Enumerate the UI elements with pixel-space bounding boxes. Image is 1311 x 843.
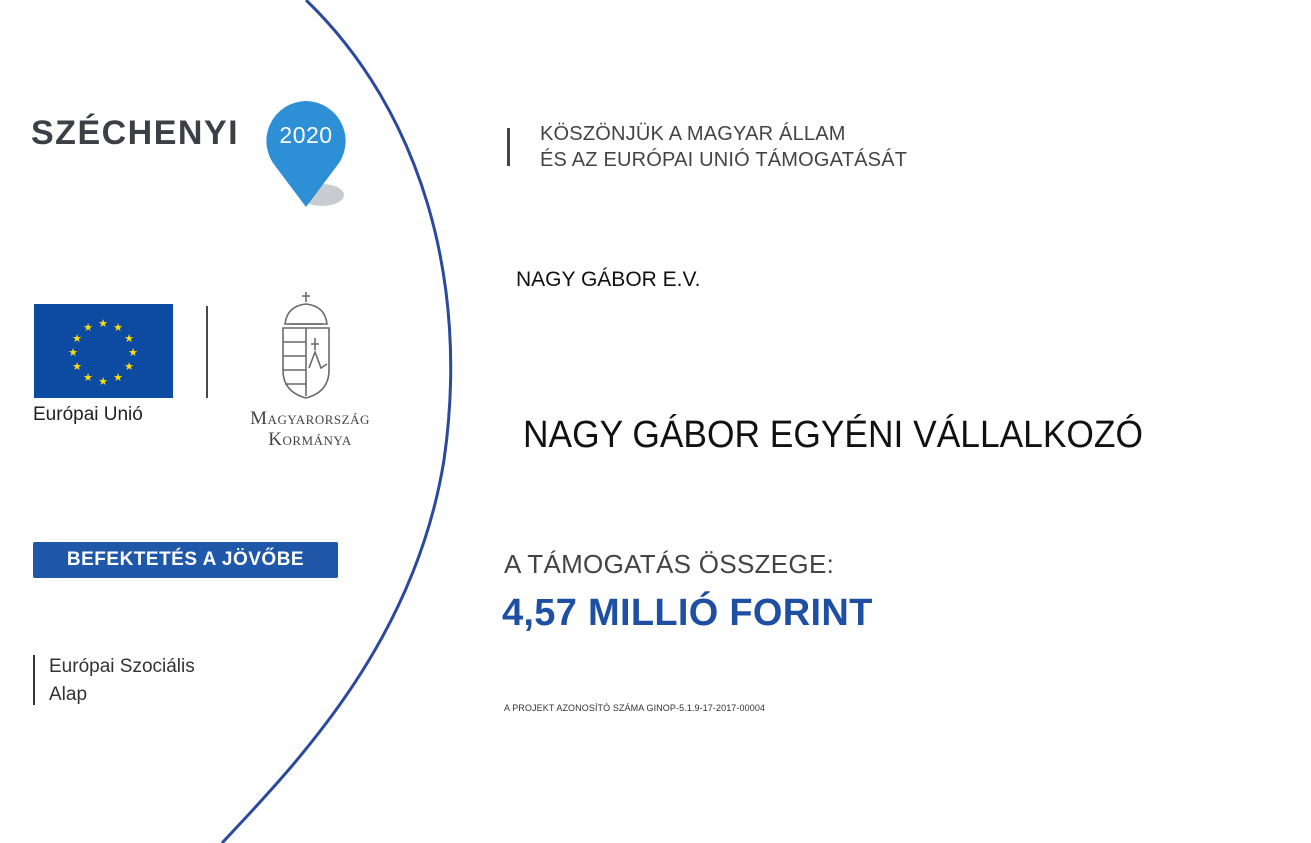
svg-text:★: ★ [128, 346, 138, 359]
svg-text:★: ★ [72, 332, 82, 345]
project-id: A PROJEKT AZONOSÍTÓ SZÁMA GINOP-5.1.9-17-2017-00004 [504, 703, 766, 713]
svg-text:★: ★ [68, 346, 78, 359]
beneficiary-name: NAGY GÁBOR E.V. [516, 268, 701, 291]
esf-line-1: Európai Szociális [49, 656, 195, 677]
szechenyi-logo-text: SZÉCHENYI [31, 114, 240, 152]
svg-text:★: ★ [83, 321, 93, 334]
svg-text:★: ★ [72, 360, 82, 373]
government-name [228, 408, 392, 450]
svg-text:★: ★ [113, 371, 123, 384]
thanks-line-1: KÖSZÖNJÜK A MAGYAR ÁLLAM [540, 123, 846, 145]
eu-stars [34, 304, 173, 398]
svg-text:★: ★ [83, 371, 93, 384]
svg-text:★: ★ [124, 332, 134, 345]
amount-value: 4,57 MILLIÓ FORINT [502, 592, 873, 634]
project-title: NAGY GÁBOR EGYÉNI VÁLLALKOZÓ [523, 414, 1143, 456]
svg-text:★: ★ [124, 360, 134, 373]
thanks-text [540, 121, 907, 173]
logo-divider [206, 306, 208, 398]
eu-flag-icon [34, 304, 173, 398]
szechenyi-year: 2020 [279, 122, 333, 148]
thanks-line-2: ÉS AZ EURÓPAI UNIÓ TÁMOGATÁSÁT [540, 149, 908, 171]
svg-text:★: ★ [98, 317, 108, 330]
esf-bar [33, 655, 35, 705]
esf-line-2: Alap [49, 684, 88, 705]
government-line-1: Magyarország [250, 408, 370, 429]
eu-label: Európai Unió [33, 404, 143, 425]
coat-of-arms-icon [273, 290, 339, 402]
government-line-2: Kormánya [268, 429, 352, 450]
svg-text:★: ★ [98, 375, 108, 388]
thanks-bar [507, 128, 510, 166]
esf-label [49, 653, 195, 709]
svg-text:★: ★ [113, 321, 123, 334]
location-pin-icon [260, 97, 360, 212]
amount-label: A TÁMOGATÁS ÖSSZEGE: [504, 549, 835, 579]
invest-badge: BEFEKTETÉS A JÖVŐBE [33, 542, 338, 578]
